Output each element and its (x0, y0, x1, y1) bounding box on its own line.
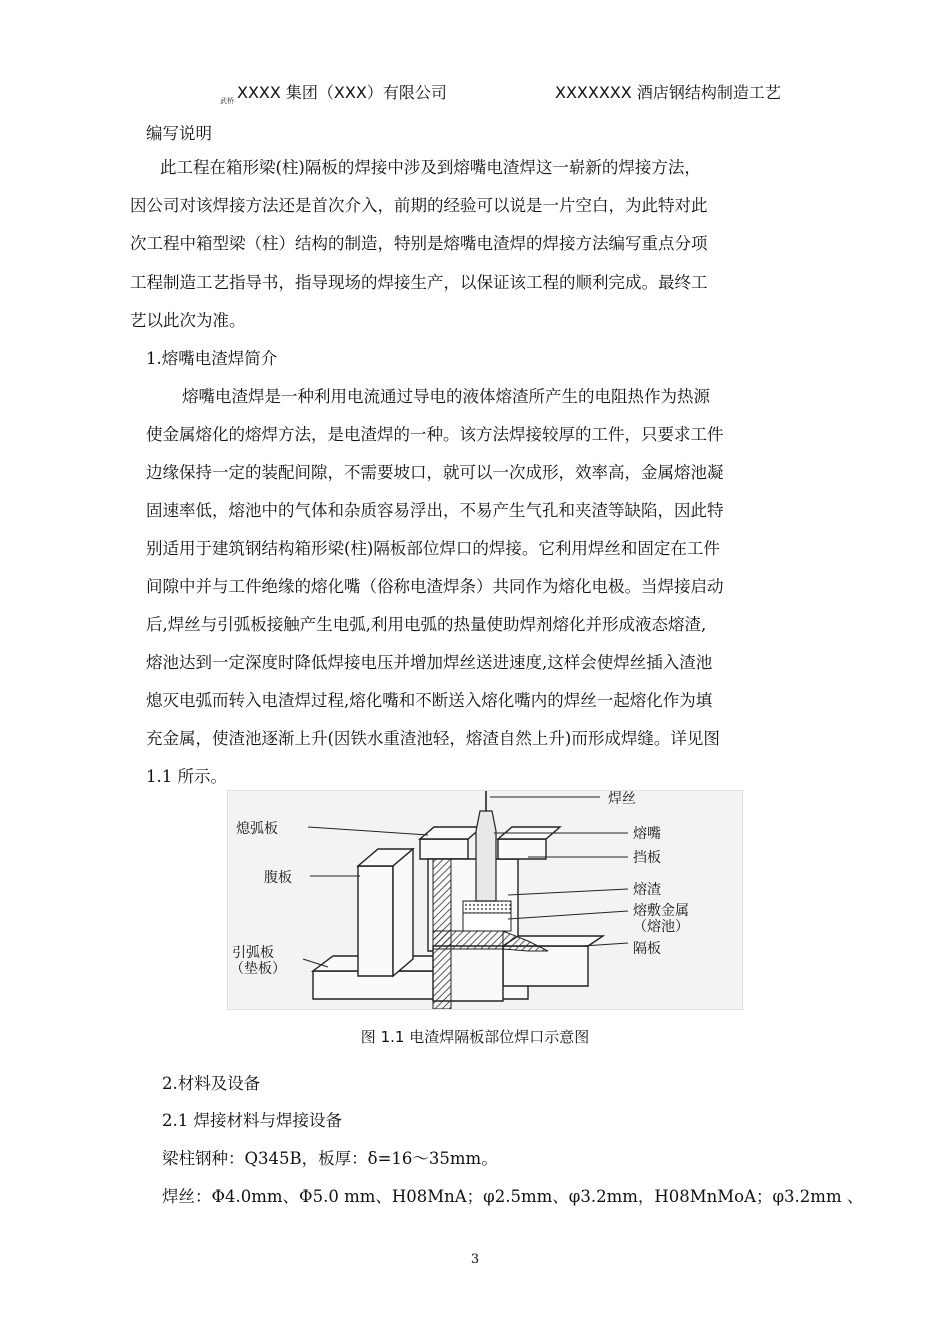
paragraph-line: 熔池达到一定深度时降低焊接电压并增加焊丝送进速度,这样会使焊丝插入渣池 (146, 653, 713, 672)
molten-pool (463, 913, 511, 931)
diaphragm-front (503, 946, 588, 986)
paragraph-line: 充金属，使渣池逐渐上升(因铁水重渣池轻，熔渣自然上升)而形成焊缝。详见图 (146, 729, 720, 748)
quench-plate-top (420, 827, 482, 839)
paragraph-line: 熔嘴电渣焊是一种利用电流通过导电的液体熔渣所产生的电阻热作为热源 (182, 387, 710, 406)
paragraph-line: 工程制造工艺指导书，指导现场的焊接生产，以保证该工程的顺利完成。最终工 (130, 273, 708, 292)
label-slag: 熔渣 (633, 882, 661, 898)
paragraph-line: 间隙中并与工件绝缘的熔化嘴（俗称电渣焊条）共同作为熔化电极。当焊接启动 (146, 577, 724, 596)
label-nozzle: 熔嘴 (633, 826, 661, 842)
nozzle-shape (476, 811, 496, 901)
paragraph-line: 熄灭电弧而转入电渣焊过程,熔化嘴和不断送入熔化嘴内的焊丝一起熔化作为填 (146, 691, 713, 710)
header-company: XXXX 集团（XXX）有限公司 (237, 83, 447, 102)
label-quench-plate: 熄弧板 (236, 821, 278, 837)
label-arc-plate-1: 引弧板 (232, 945, 274, 961)
label-wire: 焊丝 (608, 791, 636, 807)
paragraph-line: 别适用于建筑钢结构箱形梁(柱)隔板部位焊口的焊接。它利用焊丝和固定在工件 (146, 539, 720, 558)
label-arc-plate-2: （垫板） (230, 961, 286, 977)
section-heading-1: 1.熔嘴电渣焊简介 (146, 349, 278, 368)
paragraph-line: 梁柱钢种：Q345B，板厚：δ=16～35mm。 (162, 1149, 498, 1168)
paragraph-line: 后,焊丝与引弧板接触产生电弧,利用电弧的热量使助焊剂熔化并形成液态熔渣, (146, 615, 707, 634)
label-web: 腹板 (264, 870, 292, 886)
subsection-heading-2-1: 2.1 焊接材料与焊接设备 (162, 1111, 342, 1130)
paragraph-line: 因公司对该焊接方法还是首次介入，前期的经验可以说是一片空白，为此特对此 (130, 196, 708, 215)
paragraph-line: 次工程中箱型梁（柱）结构的制造，特别是熔嘴电渣焊的焊接方法编写重点分项 (130, 234, 708, 253)
label-diaphragm: 隔板 (633, 941, 661, 957)
header-small-label: 武桥 (220, 97, 234, 105)
section-heading-2: 2.材料及设备 (162, 1074, 261, 1093)
section-title-preface: 编写说明 (146, 124, 212, 143)
page-number: 3 (470, 1252, 480, 1267)
slag-layer (463, 901, 511, 913)
paragraph-line: 艺以此次为准。 (130, 311, 246, 330)
figure-caption: 图 1.1 电渣焊隔板部位焊口示意图 (360, 1028, 590, 1046)
quench-plate-front (420, 839, 468, 859)
figure-electroslag-diagram (227, 790, 743, 1010)
paragraph-line: 固速率低，熔池中的气体和杂质容易浮出，不易产生气孔和夹渣等缺陷，因此特 (146, 501, 724, 520)
paragraph-line: 边缘保持一定的装配间隙，不需要坡口，就可以一次成形，效率高，金属熔池凝 (146, 463, 724, 482)
web-plate-side (393, 849, 413, 976)
label-pool-2: （熔池） (633, 919, 689, 935)
shield-front (498, 839, 546, 859)
web-plate-front (358, 866, 393, 976)
paragraph-line: 1.1 所示。 (146, 767, 227, 786)
paragraph-line: 此工程在箱形梁(柱)隔板的焊接中涉及到熔嘴电渣焊这一崭新的焊接方法， (160, 158, 701, 177)
header-doc-title: XXXXXXX 酒店钢结构制造工艺 (555, 83, 781, 102)
paragraph-line: 焊丝：Φ4.0mm、Φ5.0 mm、H08MnA；φ2.5mm、φ3.2mm，H08MnMoA；φ3.2mm 、 (162, 1187, 864, 1206)
paragraph-line: 使金属熔化的熔焊方法，是电渣焊的一种。该方法焊接较厚的工件，只要求工件 (146, 425, 724, 444)
label-pool-1: 熔敷金属 (633, 903, 689, 919)
label-shield: 挡板 (633, 850, 661, 866)
weld-hatch-bottom (433, 931, 503, 949)
